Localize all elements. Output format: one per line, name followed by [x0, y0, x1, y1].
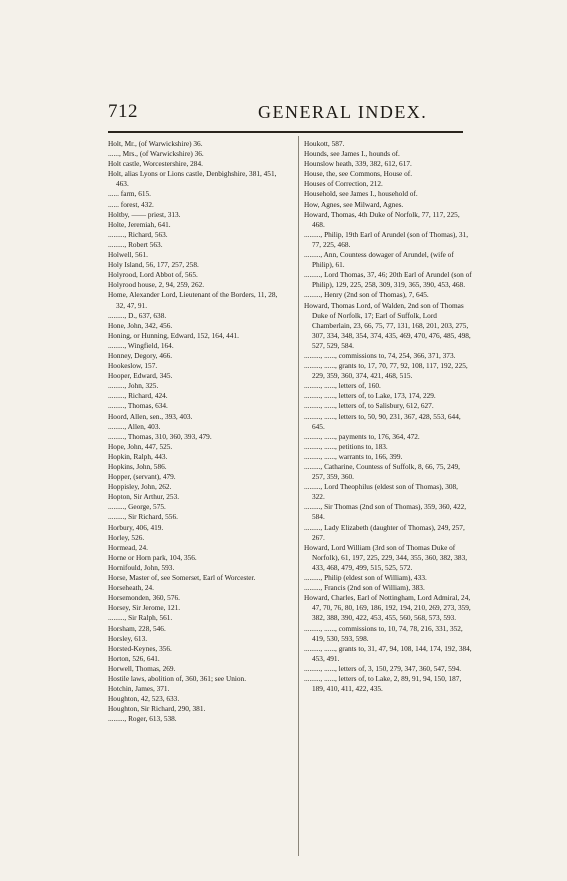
index-entry: Hone, John, 342, 456. [108, 320, 173, 330]
index-entry: Hope, John, 447, 525. [108, 441, 173, 451]
index-entry: Home, Alexander Lord, Lieutenant of the Borders, 11, 28, 32, 47, 91. [108, 290, 278, 310]
index-entry: Hounds, see James I., hounds of. [304, 149, 400, 159]
index-entry: Horwell, Thomas, 269. [108, 663, 176, 673]
index-entry: Horsey, Sir Jerome, 121. [108, 603, 181, 613]
index-entry: ........., ......, letters of, to Salisbury, 612, 627. [304, 401, 434, 411]
index-entry: Howard, Thomas, 4th Duke of Norfolk, 77, 117, 225, 468. [304, 209, 460, 229]
index-entry: Holy Island, 56, 177, 257, 258. [108, 260, 199, 270]
index-entry: ........., Richard, 563. [108, 229, 168, 239]
index-entry: ......, Mrs., (of Warwickshire) 36. [108, 149, 204, 159]
index-entry: ........., Ann, Countess dowager of Arundel, (wife of Philip), 61. [304, 250, 454, 270]
index-column-left [108, 139, 278, 724]
index-entry: Hopkins, John, 586. [108, 462, 167, 471]
index-entry: Holtby, —— priest, 313. [108, 209, 181, 219]
index-entry: Houghton, Sir Richard, 290, 381. [108, 704, 206, 714]
index-entry: ........., Robert 563. [108, 239, 163, 249]
index-entry: ........., ......, warrants to, 166, 399. [304, 451, 403, 461]
index-entry: Houghton, 42, 523, 633. [108, 694, 180, 704]
index-entry: ........., ......, commissions to, 74, 254, 366, 371, 373. [304, 350, 456, 360]
index-entry: ........., Allen, 403. [108, 421, 161, 431]
index-entry: Holwell, 561. [108, 250, 148, 260]
index-entry: ........., ......, letters of, 3, 150, 279, 347, 360, 547, 594. [304, 663, 462, 673]
index-entry: Howard, Lord William (3rd son of Thomas Duke of Norfolk), 61, 197, 225, 229, 344, 355, 360, 382, 383, 433, 468, 479, 499, 515, 525, 572. [304, 542, 468, 572]
index-entry: ........., Francis (2nd son of William), 383. [304, 583, 425, 593]
index-entry: ........., Lady Elizabeth (daughter of Thomas), 249, 257, 267. [304, 522, 465, 542]
index-entry: House, the, see Commons, House of. [304, 169, 413, 179]
index-entry: Horley, 526. [108, 532, 145, 542]
page-header [108, 101, 463, 123]
index-entry: ........., Philip, 19th Earl of Arundel (son of Thomas), 31, 77, 225, 468. [304, 229, 469, 249]
index-entry: Hornifould, John, 593. [108, 562, 175, 572]
index-entry: ........., Richard, 424. [108, 391, 168, 401]
index-entry: Houses of Correction, 212. [304, 179, 383, 189]
index-entry: ........., ......, letters of, to Lake, 173, 174, 229. [304, 391, 436, 401]
index-entry: Horse, Master of, see Somerset, Earl of Worcester. [108, 573, 256, 583]
index-entry: ........., Philip (eldest son of William), 433. [304, 573, 427, 583]
index-entry: Holyrood, Lord Abbot of, 565. [108, 270, 198, 280]
index-entry: ........., Roger, 613, 538. [108, 714, 177, 724]
index-entry: Hoord, Allen, sen., 393, 403. [108, 411, 193, 421]
running-title: GENERAL INDEX. [258, 102, 428, 122]
index-entry: Horton, 526, 641. [108, 653, 160, 663]
index-entry: ........., ......, letters of, to Lake, 2, 89, 91, 94, 150, 187, 189, 410, 411, 422, 435. [304, 673, 462, 694]
index-entry: ........., Catharine, Countess of Suffolk, 8, 66, 75, 249, 257, 359, 360. [304, 462, 460, 482]
index-entry: Hotchin, James, 371. [108, 684, 170, 694]
index-entry: Hoppisley, John, 262. [108, 482, 172, 492]
index-entry: Honney, Degory, 466. [108, 350, 173, 360]
index-entry: Hopper, (servant), 479. [108, 472, 176, 482]
header-rule [108, 131, 463, 133]
index-entry: ........., ......, grants to, 17, 70, 77, 92, 108, 117, 192, 225, 229, 359, 360, 374, 421, 468, 515. [304, 361, 468, 381]
index-entry: ........., ......, letters of, 160. [304, 381, 381, 391]
index-entry: ........., Sir Ralph, 561. [108, 613, 173, 623]
index-entry: ........., Wingfield, 164. [108, 340, 174, 350]
index-entry: ........., ......, letters to, 50, 90, 231, 367, 428, 553, 644, 645. [304, 411, 461, 431]
index-entry: Holt, alias Lyons or Lions castle, Denbighshire, 381, 451, 463. [108, 169, 277, 189]
index-entry: ........., Thomas, 634. [108, 401, 168, 411]
index-entry: How, Agnes, see Milward, Agnes. [304, 199, 404, 209]
index-entry: Horseheath, 24. [108, 583, 154, 593]
index-entry: ...... farm, 615. [108, 189, 151, 199]
index-entry: Hormead, 24. [108, 542, 148, 552]
index-entry: Holt, Mr., (of Warwickshire) 36. [108, 139, 203, 148]
index-entry: Horne or Horn park, 104, 356. [108, 552, 197, 562]
index-column-right [304, 139, 472, 694]
index-entry: ........., Lord Thomas, 37, 46; 20th Earl of Arundel (son of Philip), 129, 225, 258, 309, 319, 365, 390, 453, 468. [304, 270, 472, 290]
page-number: 712 [108, 101, 138, 122]
index-entry: Honing, or Hunning, Edward, 152, 164, 441. [108, 330, 239, 340]
index-entry: Horsemonden, 360, 576. [108, 593, 180, 603]
index-entry: ...... forest, 432. [108, 199, 154, 209]
index-entry: ........., Sir Thomas (2nd son of Thomas), 359, 360, 422, 584. [304, 502, 467, 522]
index-entry: Hooper, Edward, 345. [108, 371, 173, 381]
index-entry: Horsham, 228, 546. [108, 623, 166, 633]
index-entry: Hopkin, Ralph, 443. [108, 451, 168, 461]
index-entry: Howard, Charles, Earl of Nottingham, Lord Admiral, 24, 47, 70, 76, 80, 169, 186, 192, 194, 210, 269, 273, 359, 382, 388, 390, 422, 453, 455, 560, 568, 573, 593. [304, 593, 471, 623]
index-entry: ........., ......, petitions to, 183. [304, 441, 388, 451]
index-entry: ........., Thomas, 310, 360, 393, 479. [108, 431, 212, 441]
index-entry: Horbury, 406, 419. [108, 522, 164, 532]
index-entry: ........., Henry (2nd son of Thomas), 7, 645. [304, 290, 429, 300]
index-entry: Holt castle, Worcestershire, 284. [108, 159, 203, 169]
index-entry: Hounslow heath, 339, 382, 612, 617. [304, 159, 412, 169]
index-entry: Household, see James I., household of. [304, 189, 418, 199]
index-entry: Holte, Jeremiah, 641. [108, 219, 171, 229]
index-entry: ........., ......, payments to, 176, 364, 472. [304, 431, 420, 441]
index-entry: ........., D., 637, 638. [108, 310, 167, 320]
index-entry: ........., Lord Theophilus (eldest son of Thomas), 308, 322. [304, 482, 458, 502]
column-divider [298, 136, 299, 856]
index-entry: Houkott, 587. [304, 139, 345, 148]
index-entry: Holyrood house, 2, 94, 259, 262. [108, 280, 205, 290]
index-entry: Hostile laws, abolition of, 360, 361; see Union. [108, 673, 247, 683]
index-entry: Howard, Thomas Lord, of Walden, 2nd son of Thomas Duke of Norfolk, 17; Earl of Suffolk, Lord Chamberlain, 23, 66, 75, 77, 131, 168, 201, 203, 275, 307, 334, 348, 354, 374, 435, 469, 470, 476, 485, 498, 527, 529, 584. [304, 300, 471, 350]
index-entry: ........., John, 325. [108, 381, 159, 391]
index-entry: Hookeslow, 157. [108, 361, 158, 371]
index-entry: ........., ......, commissions to, 10, 74, 78, 216, 331, 352, 419, 530, 593, 598. [304, 623, 463, 643]
index-entry: ........., Sir Richard, 556. [108, 512, 178, 522]
index-entry: Horsley, 613. [108, 633, 148, 643]
index-entry: ........., ......, grants to, 31, 47, 94, 108, 144, 174, 192, 384, 453, 491. [304, 643, 472, 663]
index-entry: Horsted-Keynes, 356. [108, 643, 172, 653]
index-entry: Hopton, Sir Arthur, 253. [108, 492, 180, 502]
index-entry: ........., George, 575. [108, 502, 166, 512]
